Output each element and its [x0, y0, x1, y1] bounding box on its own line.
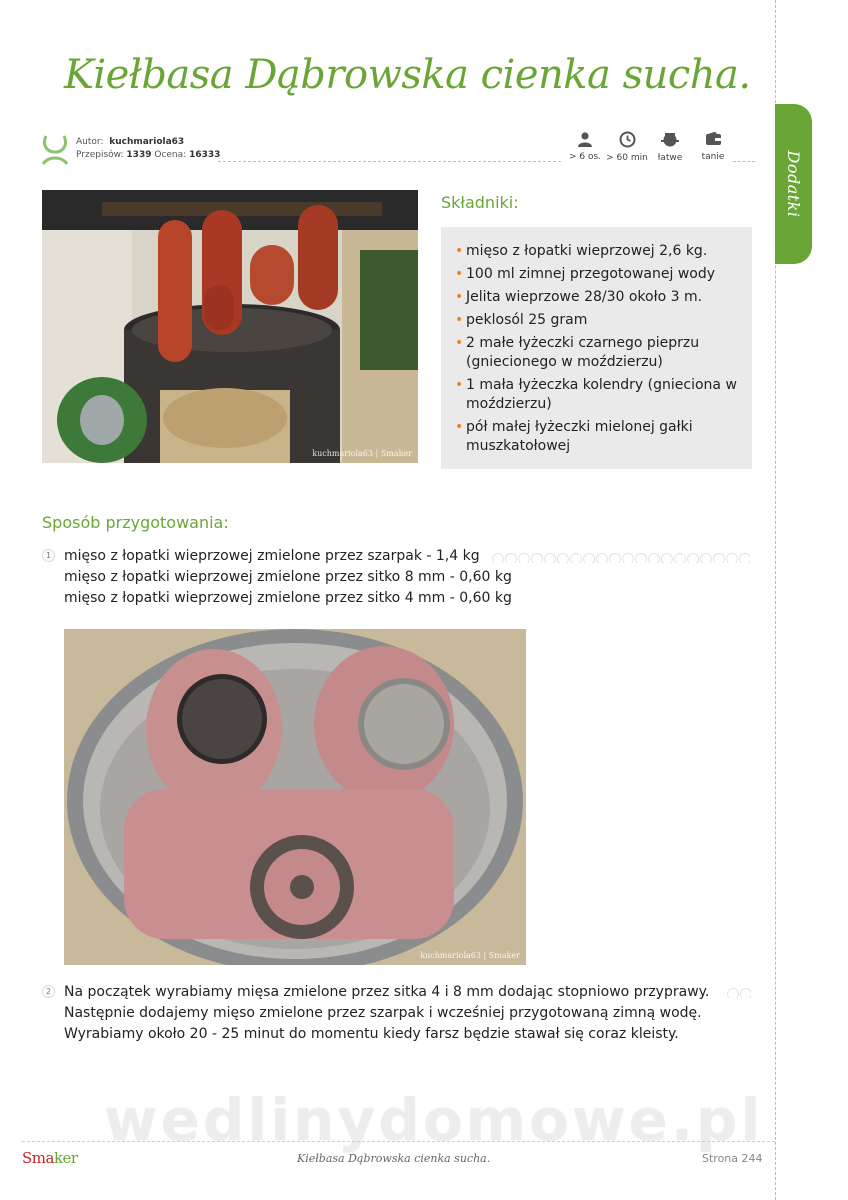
- ingredient-item: • pół małej łyżeczki mielonej gałki muszkatołowej: [455, 418, 746, 456]
- author-label: Autor:: [76, 137, 104, 147]
- servings-meta: [563, 131, 607, 162]
- author-line: [76, 137, 184, 147]
- step-line: Na początek wyrabiamy mięsa zmielone przez sitka 4 i 8 mm dodając stopniowo przyprawy.: [64, 984, 710, 1000]
- author-divider: [218, 161, 561, 162]
- ingredient-item: • 100 ml zimnej przegotowanej wody: [455, 265, 746, 284]
- step-decoration: [492, 550, 750, 563]
- step-line: mięso z łopatki wieprzowej zmielone przez sitko 8 mm - 0,60 kg: [64, 569, 512, 585]
- ingredients-heading: Składniki:: [441, 193, 519, 212]
- step-line: Następnie dodajemy mięso zmielone przez szarpak i wcześniej przygotowaną zimną wodę.: [64, 1005, 702, 1021]
- rating-value: 16333: [189, 150, 221, 160]
- difficulty-meta: [648, 131, 692, 163]
- servings-label: > 6 os.: [568, 152, 602, 162]
- cost-label: tanie: [701, 152, 725, 162]
- step-line: mięso z łopatki wieprzowej zmielone przez szarpak - 1,4 kg: [64, 548, 480, 564]
- person-icon: [577, 131, 593, 147]
- sausage-photo-image: [42, 190, 418, 463]
- time-label: > 60 min: [606, 153, 648, 163]
- meta-divider-end: [733, 161, 755, 162]
- site-watermark: wedlinydomowe.pl: [104, 1086, 764, 1154]
- ingredient-item: • Jelita wieprzowe 28/30 około 3 m.: [455, 288, 746, 307]
- author-stats: [76, 150, 220, 160]
- ingredient-item: • 1 mała łyżeczka kolendry (gnieciona w moździerzu): [455, 376, 746, 414]
- difficulty-label: łatwe: [657, 153, 683, 163]
- author-logo-icon: [40, 134, 70, 166]
- smaker-logo[interactable]: Smaker: [22, 1149, 78, 1167]
- wallet-icon: [705, 131, 722, 147]
- ingredients-box: [441, 227, 752, 469]
- minced-meat-photo: [64, 629, 526, 965]
- photo-watermark: kuchmariola63 | Smaker: [420, 951, 520, 960]
- step-line: Wyrabiamy około 20 - 25 minut do momentu kiedy farsz będzie stawał się coraz kleisty.: [64, 1026, 679, 1042]
- footer-divider: [22, 1141, 775, 1142]
- preparation-heading: Sposób przygotowania:: [42, 513, 229, 532]
- category-tab[interactable]: [775, 104, 812, 264]
- ingredient-item: • peklosól 25 gram: [455, 311, 746, 330]
- recipes-count: 1339: [126, 150, 152, 160]
- author-name[interactable]: kuchmariola63: [109, 137, 185, 147]
- recipe-title: Kiełbasa Dąbrowska cienka sucha.: [64, 52, 751, 98]
- category-tab-label: Dodatki: [784, 150, 803, 218]
- time-meta: [605, 131, 649, 163]
- photo-watermark: kuchmariola63 | Smaker: [312, 449, 412, 458]
- footer-recipe-title: Kiełbasa Dąbrowska cienka sucha.: [297, 1152, 491, 1165]
- cost-meta: [691, 131, 735, 162]
- minced-meat-photo-image: [64, 629, 526, 965]
- step-number: 1: [42, 549, 55, 562]
- ingredient-item: • 2 małe łyżeczki czarnego pieprzu (gniecionego w moździerzu): [455, 334, 746, 372]
- ingredient-item: • mięso z łopatki wieprzowej 2,6 kg.: [455, 242, 746, 261]
- sausage-photo: [42, 190, 418, 463]
- step-number: 2: [42, 985, 55, 998]
- step-line: mięso z łopatki wieprzowej zmielone przez sitko 4 mm - 0,60 kg: [64, 590, 512, 606]
- chef-hat-icon: [660, 131, 680, 148]
- rating-label: Ocena:: [154, 150, 187, 160]
- ingredients-list: [441, 227, 752, 456]
- clock-icon: [619, 131, 636, 148]
- recipes-label: Przepisów:: [76, 150, 124, 160]
- step-decoration: [727, 985, 751, 998]
- page-number: Strona 244: [702, 1152, 763, 1165]
